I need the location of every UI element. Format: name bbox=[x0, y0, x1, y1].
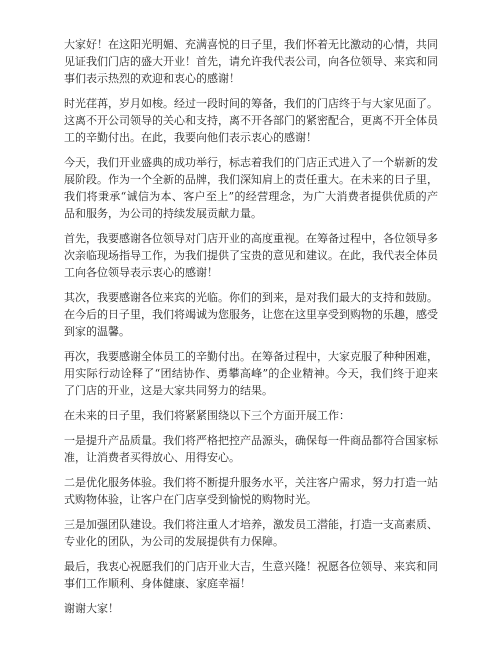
paragraph-thanks-guests: 其次，我要感谢各位来宾的光临。你们的到来，是对我们最大的支持和鼓励。在今后的日子里，我们将竭诚为您服务，让您在这里享受到购物的乐趣，感受到家的温馨。 bbox=[64, 291, 438, 338]
paragraph-future-intro: 在未来的日子里，我们将紧紧围绕以下三个方面开展工作： bbox=[64, 409, 350, 422]
paragraph-thanks-staff: 再次，我要感谢全体员工的辛勤付出。在筹备过程中，大家克服了种种困难，用实际行动诠释了“团结协作、勇攀高峰”的企业精神。今天，我们终于迎来了门店的开业，这是大家共同努力的结果。 bbox=[64, 350, 438, 397]
paragraph-point-quality: 一是提升产品质量。我们将严格把控产品源头，确保每一件商品都符合国家标准，让消费者买得放心、用得安心。 bbox=[64, 434, 438, 464]
paragraph-closing-wishes: 最后，我衷心祝愿我们的门店开业大吉，生意兴隆！祝愿各位领导、来宾和同事们工作顺利、身体健康、家庭幸福！ bbox=[64, 560, 438, 590]
paragraph-preparation: 时光荏苒，岁月如梭。经过一段时间的筹备，我们的门店终于与大家见面了。这离不开公司领导的关心和支持，离不开各部门的紧密配合，更离不开全体员工的辛勤付出。在此，我要向他们表示衷心的感谢！ bbox=[64, 97, 438, 144]
paragraph-milestone: 今天，我们开业盛典的成功举行，标志着我们的门店正式进入了一个崭新的发展阶段。作为一个全新的品牌，我们深知肩上的责任重大。在未来的日子里，我们将秉承“诚信为本、客户至上”的经营理念，为广大消费者提供优质的产品和服务，为公司的持续发展贡献力量。 bbox=[64, 156, 438, 220]
paragraph-point-team: 三是加强团队建设。我们将注重人才培养，激发员工潜能，打造一支高素质、专业化的团队，为公司的发展提供有力保障。 bbox=[64, 518, 438, 548]
paragraph-greeting: 大家好！在这阳光明媚、充满喜悦的日子里，我们怀着无比激动的心情，共同见证我们门店的盛大开业！首先，请允许我代表公司，向各位领导、来宾和同事们表示热烈的欢迎和衷心的感谢！ bbox=[64, 38, 438, 85]
paragraph-thank-you: 谢谢大家！ bbox=[64, 602, 119, 615]
paragraph-point-service: 二是优化服务体验。我们将不断提升服务水平，关注客户需求，努力打造一站式购物体验，让客户在门店享受到愉悦的购物时光。 bbox=[64, 476, 438, 506]
paragraph-thanks-leaders: 首先，我要感谢各位领导对门店开业的高度重视。在筹备过程中，各位领导多次亲临现场指导工作，为我们提供了宝贵的意见和建议。在此，我代表全体员工向各位领导表示衷心的感谢！ bbox=[64, 232, 438, 279]
